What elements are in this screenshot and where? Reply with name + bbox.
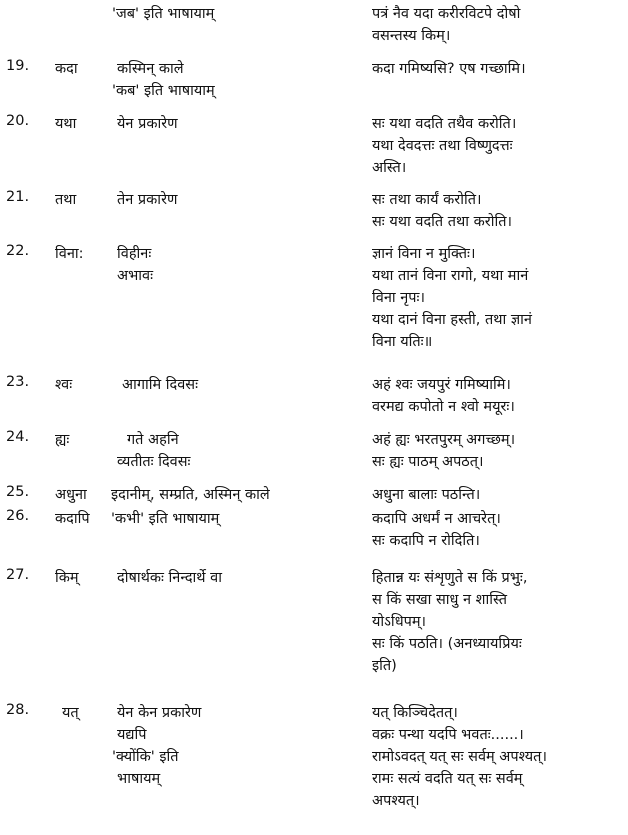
entry-word: श्वः xyxy=(55,377,73,393)
entry-examples xyxy=(372,567,624,677)
meaning-line: 'जब' इति भाषायाम् xyxy=(112,6,215,22)
example-line: अधुना बालाः पठन्ति। xyxy=(372,487,481,503)
example-line: कदापि अधर्मं न आचरेत्। xyxy=(372,511,501,527)
entry-number: 19. xyxy=(6,58,30,74)
meaning-line: व्यतीतः दिवसः xyxy=(117,454,191,470)
example-line: स किं सखा साधु न शास्ति xyxy=(372,592,507,608)
entry-number: 27. xyxy=(6,567,30,583)
entry-meaning xyxy=(117,113,178,135)
example-line: रामोऽवदत् यत् सः सर्वम् अपश्यत्। xyxy=(372,749,547,765)
entry-meaning xyxy=(112,58,215,102)
entry-word: यथा xyxy=(55,116,77,132)
entry-meaning xyxy=(112,702,202,790)
example-line: रामः सत्यं वदति यत् सः सर्वम् xyxy=(372,771,523,787)
entry-examples xyxy=(372,508,624,552)
meaning-line: आगामि दिवसः xyxy=(122,377,199,393)
meaning-line: गते अहनि xyxy=(127,432,179,448)
meaning-line: तेन प्रकारेण xyxy=(117,192,178,208)
example-line: यत् किञ्चिदेतत्। xyxy=(372,705,458,721)
example-line: यथा दानं विना हस्ती, तथा ज्ञानं xyxy=(372,312,532,328)
meaning-line: 'कभी' इति भाषायाम् xyxy=(111,511,220,527)
entry-examples xyxy=(372,484,624,506)
meaning-line: येन प्रकारेण xyxy=(117,116,178,132)
entry-number: 24. xyxy=(6,429,30,445)
entry-meaning xyxy=(117,374,198,396)
example-line: ज्ञानं विना न मुक्तिः। xyxy=(372,246,476,262)
meaning-line: कस्मिन् काले xyxy=(117,61,184,77)
example-line: सः किं पठति। (अनध्यायप्रियः xyxy=(372,636,522,652)
example-line: सः तथा कार्यं करोति। xyxy=(372,192,482,208)
example-line: पत्रं नैव यदा करीरविटपे दोषो xyxy=(372,6,521,22)
entry-number: 20. xyxy=(6,113,30,129)
meaning-line: 'कब' इति भाषायाम् xyxy=(112,83,215,99)
entry-meaning xyxy=(117,243,153,287)
example-line: यथा तानं विना रागो, यथा मानं xyxy=(372,268,529,284)
meaning-line: विहीनः xyxy=(117,246,152,262)
entry-examples xyxy=(372,3,624,47)
entry-meaning xyxy=(111,508,220,530)
entry-meaning xyxy=(111,484,270,506)
entry-word: यत् xyxy=(62,705,79,721)
example-line: योऽधिपम्। xyxy=(372,614,427,630)
example-line: सः यथा वदति तथैव करोति। xyxy=(372,116,517,132)
entry-word: किम् xyxy=(55,570,79,586)
entry-number: 21. xyxy=(6,189,30,205)
example-line: सः कदापि न रोदिति। xyxy=(372,533,480,549)
example-line: अहं श्वः जयपुरं गमिष्यामि। xyxy=(372,377,511,393)
example-line: अस्ति। xyxy=(372,160,407,176)
entry-word: अधुना xyxy=(55,487,87,503)
example-line: वसन्तस्य किम्। xyxy=(372,28,451,44)
entry-meaning xyxy=(117,189,177,211)
entry-examples xyxy=(372,113,624,179)
entry-examples xyxy=(372,58,624,80)
meaning-line: यद्यपि xyxy=(117,727,147,743)
example-line: यथा देवदत्तः तथा विष्णुदत्तः xyxy=(372,138,513,154)
meaning-line: अभावः xyxy=(117,268,154,284)
entry-word: ह्यः xyxy=(55,432,70,448)
meaning-line: इदानीम्, सम्प्रति, अस्मिन् काले xyxy=(111,487,270,503)
example-line: विना नृपः। xyxy=(372,290,425,306)
example-line: अहं ह्यः भरतपुरम् अगच्छम्। xyxy=(372,432,516,448)
example-line: विना यतिः॥ xyxy=(372,334,433,350)
example-line: वरमद्य कपोतो न श्वो मयूरः। xyxy=(372,399,515,415)
meaning-line: भाषायम् xyxy=(117,771,161,787)
entry-number: 28. xyxy=(6,702,30,718)
entry-examples xyxy=(372,189,624,233)
meaning-line: दोषार्थकः निन्दार्थे वा xyxy=(117,570,222,586)
entry-meaning xyxy=(117,567,222,589)
entry-meaning xyxy=(117,429,190,473)
example-line: हितान्न यः संशृणुते स किं प्रभुः, xyxy=(372,570,528,586)
entry-word: कदापि xyxy=(55,511,90,527)
entry-examples xyxy=(372,429,624,473)
example-line: अपश्यत्। xyxy=(372,793,420,809)
entry-word: कदा xyxy=(55,61,78,77)
example-line: वक्रः पन्था यदपि भवतः......। xyxy=(372,727,524,743)
entry-meaning xyxy=(112,3,215,25)
example-line: कदा गमिष्यसि? एष गच्छामि। xyxy=(372,61,526,77)
entry-number: 26. xyxy=(6,508,30,524)
entry-examples xyxy=(372,243,624,353)
entry-number: 23. xyxy=(6,374,30,390)
entry-examples xyxy=(372,702,624,812)
entry-word: विना: xyxy=(55,246,84,262)
entry-number: 22. xyxy=(6,243,30,259)
meaning-line: येन केन प्रकारेण xyxy=(117,705,202,721)
entry-word: तथा xyxy=(55,192,77,208)
entry-number: 25. xyxy=(6,484,30,500)
example-line: सः ह्यः पाठम् अपठत्। xyxy=(372,454,484,470)
example-line: इति) xyxy=(372,658,397,674)
entry-examples xyxy=(372,374,624,418)
example-line: सः यथा वदति तथा करोति। xyxy=(372,214,513,230)
meaning-line: 'क्योंकि' इति xyxy=(112,749,179,765)
